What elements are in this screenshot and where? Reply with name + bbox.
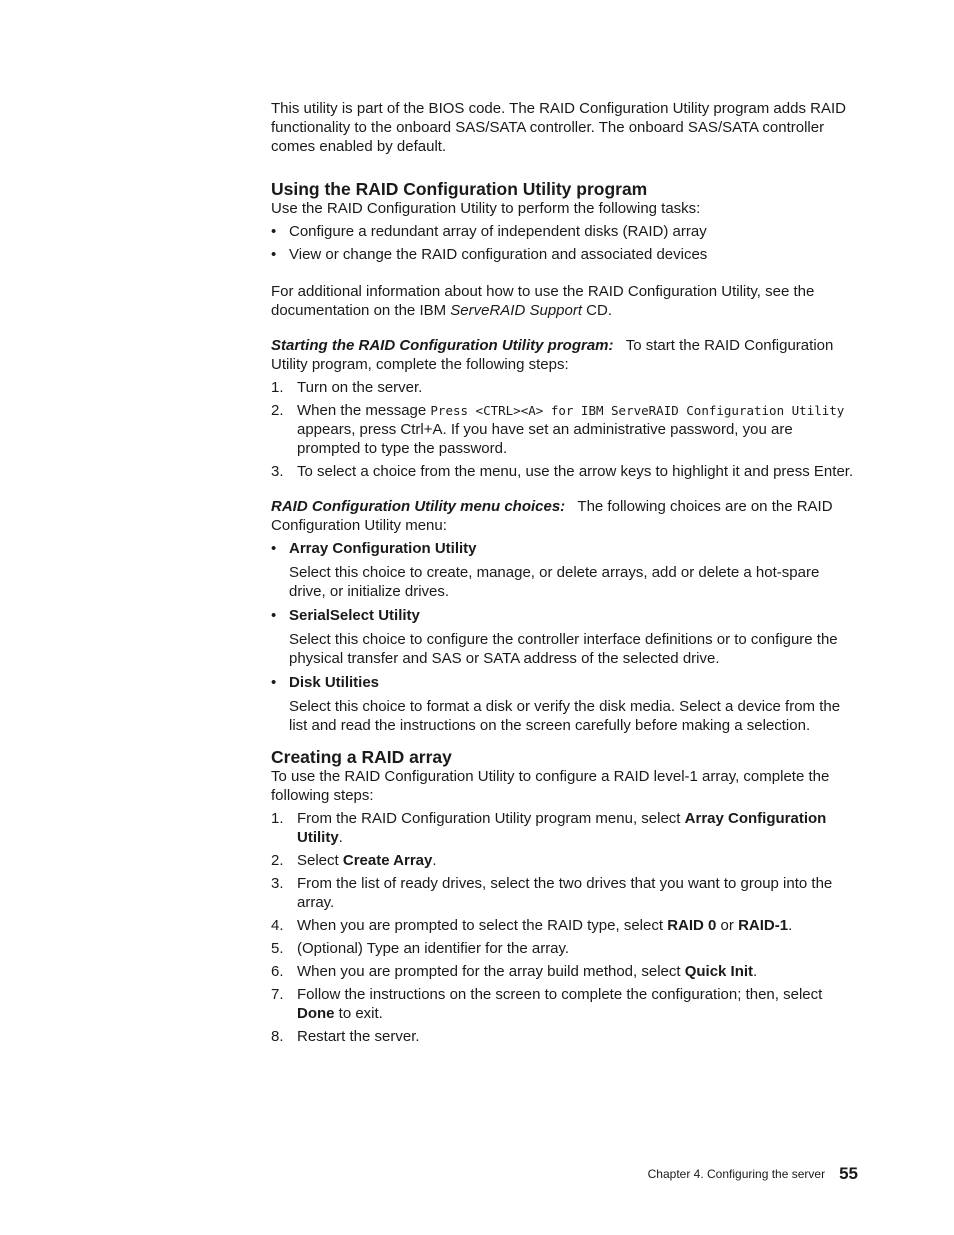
info-paragraph	[271, 282, 855, 320]
info-text-end: CD.	[582, 302, 613, 319]
step-number: 4.	[271, 917, 284, 934]
page-number: 55	[839, 1164, 858, 1183]
list-item	[271, 673, 855, 735]
step-number: 3.	[271, 463, 284, 480]
step-text-end: to exit.	[334, 1005, 383, 1022]
choice-description: Select this choice to configure the controller interface definitions or to configure the physical transfer and SAS or SATA address of the selected drive.	[289, 631, 838, 667]
step-text: From the RAID Configuration Utility program menu, select	[297, 810, 685, 827]
menu-paragraph	[271, 497, 855, 535]
starting-runin-heading: Starting the RAID Configuration Utility program:	[271, 337, 614, 354]
step-number: 8.	[271, 1028, 284, 1045]
step-text-end: .	[432, 852, 437, 869]
choice-description: Select this choice to create, manage, or delete arrays, add or delete a hot-spare drive, or initialize drives.	[289, 564, 820, 600]
create-heading: Creating a RAID array	[271, 747, 452, 767]
using-heading: Using the RAID Configuration Utility program	[271, 179, 648, 199]
choice-title: • Array Configuration Utility	[289, 540, 477, 557]
list-item	[271, 809, 855, 847]
choice-description: Select this choice to format a disk or verify the disk media. Select a device from the list and read the instructions on the screen carefully before making a selection.	[289, 698, 841, 734]
choice-title: • SerialSelect Utility	[289, 607, 420, 624]
step-text-mid: or	[716, 917, 739, 934]
step-bold: Done	[297, 1005, 335, 1022]
step-bold: RAID-1	[738, 917, 789, 934]
list-item	[271, 939, 855, 958]
list-item	[271, 1027, 855, 1046]
step-number: 5.	[271, 940, 284, 957]
step-text: Turn on the server.	[297, 379, 423, 396]
step-bold: Quick Init	[684, 963, 754, 980]
step-bold: Array Configuration Utility	[297, 810, 827, 846]
list-item	[271, 916, 855, 935]
using-lead: Use the RAID Configuration Utility to perform the following tasks:	[271, 200, 701, 217]
list-item	[271, 851, 855, 870]
step-text: Select	[297, 852, 343, 869]
step-text-end: .	[338, 829, 343, 846]
choice-title: • Disk Utilities	[289, 674, 380, 691]
chapter-title: Chapter 4. Configuring the server	[647, 1167, 826, 1181]
step-text: Restart the server.	[297, 1028, 420, 1045]
step-message-code: Press <CTRL><A> for IBM ServeRAID Configuration Utility	[430, 403, 845, 418]
step-number: 6.	[271, 963, 284, 980]
starting-text: To start the RAID Configuration Utility program, complete the following steps:	[271, 337, 834, 373]
create-lead: To use the RAID Configuration Utility to configure a RAID level-1 array, complete the following steps:	[271, 768, 830, 804]
step-text: (Optional) Type an identifier for the array.	[297, 940, 570, 957]
step-text: Follow the instructions on the screen to complete the configuration; then, select	[297, 986, 823, 1003]
step-number: 3.	[271, 875, 284, 892]
menu-choices-list	[271, 539, 855, 735]
step-bold: Create Array	[342, 852, 433, 869]
step-text-end: .	[788, 917, 793, 934]
step-text: When you are prompted to select the RAID type, select	[297, 917, 668, 934]
step-number: 7.	[271, 986, 284, 1003]
menu-text: The following choices are on the RAID Configuration Utility menu:	[271, 498, 833, 534]
create-steps	[271, 809, 855, 1046]
step-text-end: .	[753, 963, 758, 980]
starting-steps	[271, 378, 855, 481]
intro-paragraph: This utility is part of the BIOS code. The RAID Configuration Utility program adds RAID functionality to the onboard SAS/SATA controller. The onboard SAS/SATA controller comes enabled by default.	[271, 100, 846, 155]
list-item: • View or change the RAID configuration and associated devices	[271, 245, 855, 264]
step-text: To select a choice from the menu, use the arrow keys to highlight it and press Enter.	[297, 463, 854, 480]
list-item	[271, 539, 855, 601]
info-italic: ServeRAID Support	[450, 302, 583, 319]
starting-paragraph	[271, 336, 855, 374]
step-text: From the list of ready drives, select the two drives that you want to group into the array.	[297, 875, 833, 911]
list-item	[271, 606, 855, 668]
page-footer	[648, 1163, 858, 1184]
list-item	[271, 401, 855, 458]
step-text-end: appears, press Ctrl+A. If you have set an administrative password, you are prompted to type the password.	[297, 421, 793, 457]
list-item	[271, 874, 855, 912]
list-item	[271, 985, 855, 1023]
list-item: • Configure a redundant array of independent disks (RAID) array	[271, 222, 855, 241]
info-text: For additional information about how to use the RAID Configuration Utility, see the documentation on the IBM	[271, 283, 815, 319]
step-number: 2.	[271, 852, 284, 869]
step-number: 1.	[271, 810, 284, 827]
step-number: 2.	[271, 402, 284, 419]
menu-runin-heading: RAID Configuration Utility menu choices:	[271, 498, 566, 515]
step-bold: RAID 0	[667, 917, 717, 934]
step-number: 1.	[271, 379, 284, 396]
list-item	[271, 378, 855, 397]
step-text: When the message	[297, 402, 431, 419]
tasks-list	[271, 222, 855, 264]
page-body	[271, 99, 855, 1046]
step-text: When you are prompted for the array build method, select	[297, 963, 685, 980]
list-item	[271, 962, 855, 981]
list-item	[271, 462, 855, 481]
